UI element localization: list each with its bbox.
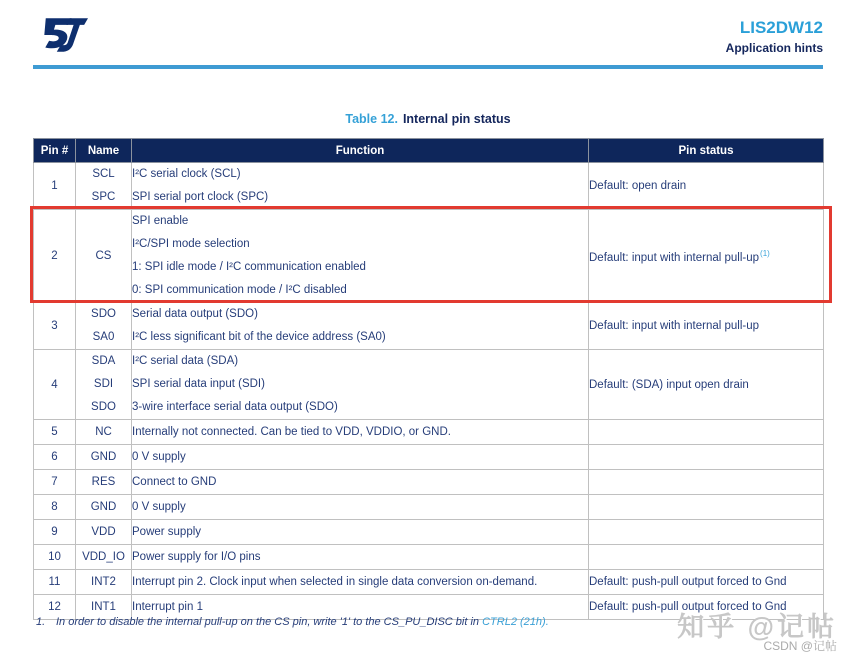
pin-function: Internally not connected. Can be tied to VDD, VDDIO, or GND. bbox=[132, 420, 589, 445]
pin-status: Default: open drain bbox=[589, 163, 824, 210]
header-divider bbox=[33, 65, 823, 69]
pin-row-5 bbox=[34, 420, 824, 445]
col-header-function: Function bbox=[132, 139, 589, 163]
pin-name: RES bbox=[76, 470, 132, 495]
pin-number: 10 bbox=[34, 545, 76, 570]
footnote-number: 1. bbox=[36, 616, 46, 628]
pin-row-10 bbox=[34, 545, 824, 570]
pin-row-8 bbox=[34, 495, 824, 520]
pin-status: Default: input with internal pull-up bbox=[589, 303, 824, 350]
pin-number: 1 bbox=[34, 163, 76, 210]
footnote bbox=[36, 616, 676, 628]
pin-number: 8 bbox=[34, 495, 76, 520]
pin-number: 3 bbox=[34, 303, 76, 350]
col-header-pin: Pin # bbox=[34, 139, 76, 163]
pin-function: SPI enable I²C/SPI mode selection 1: SPI idle mode / I²C communication enabled 0: SPI communication mode / I²C disabled bbox=[132, 210, 589, 303]
pin-function: I²C serial data (SDA) SPI serial data input (SDI) 3-wire interface serial data output (SDO) bbox=[132, 350, 589, 420]
table-title-text: Internal pin status bbox=[402, 112, 511, 126]
pin-name: SCL SPC bbox=[76, 163, 132, 210]
pin-name: VDD bbox=[76, 520, 132, 545]
pin-row-7 bbox=[34, 470, 824, 495]
table-header-row bbox=[34, 139, 824, 163]
pin-function: Serial data output (SDO) I²C less significant bit of the device address (SA0) bbox=[132, 303, 589, 350]
pin-status bbox=[589, 420, 824, 445]
pin-status bbox=[589, 470, 824, 495]
pin-number: 4 bbox=[34, 350, 76, 420]
pin-status: Default: (SDA) input open drain bbox=[589, 350, 824, 420]
pin-number: 11 bbox=[34, 570, 76, 595]
pin-status: Default: push-pull output forced to Gnd bbox=[589, 570, 824, 595]
pin-name: INT1 bbox=[76, 595, 132, 620]
pin-name: SDA SDI SDO bbox=[76, 350, 132, 420]
table-number: Table 12. bbox=[345, 112, 398, 126]
pin-function: 0 V supply bbox=[132, 445, 589, 470]
pin-name: NC bbox=[76, 420, 132, 445]
pin-row-11 bbox=[34, 570, 824, 595]
st-logo-icon bbox=[40, 12, 88, 58]
pin-number: 2 bbox=[34, 210, 76, 303]
pin-status: Default: input with internal pull-up$^{(1)}$ bbox=[589, 210, 824, 303]
pin-status bbox=[589, 445, 824, 470]
pin-row-9 bbox=[34, 520, 824, 545]
pin-name: GND bbox=[76, 495, 132, 520]
csdn-watermark: CSDN @记帖 bbox=[763, 639, 837, 653]
col-header-status: Pin status bbox=[589, 139, 824, 163]
pin-status bbox=[589, 520, 824, 545]
pin-name: CS bbox=[76, 210, 132, 303]
pin-name: VDD_IO bbox=[76, 545, 132, 570]
pin-function: Power supply for I/O pins bbox=[132, 545, 589, 570]
internal-pin-status-table bbox=[33, 138, 824, 620]
pin-function: I²C serial clock (SCL) SPI serial port clock (SPC) bbox=[132, 163, 589, 210]
pin-name: GND bbox=[76, 445, 132, 470]
table-caption bbox=[33, 112, 823, 126]
pin-row-3 bbox=[34, 303, 824, 350]
pin-function: Connect to GND bbox=[132, 470, 589, 495]
pin-function: Interrupt pin 1 bbox=[132, 595, 589, 620]
footnote-reference-link[interactable]: (1) bbox=[760, 248, 770, 258]
zhihu-watermark: 知乎 @记帖 bbox=[677, 612, 837, 642]
document-subtitle: Application hints bbox=[725, 41, 823, 55]
pin-row-4 bbox=[34, 350, 824, 420]
col-header-name: Name bbox=[76, 139, 132, 163]
pin-number: 9 bbox=[34, 520, 76, 545]
footnote-suffix: . bbox=[545, 616, 549, 628]
pin-function: Interrupt pin 2. Clock input when selected in single data conversion on-demand. bbox=[132, 570, 589, 595]
pin-name: INT2 bbox=[76, 570, 132, 595]
pin-number: 6 bbox=[34, 445, 76, 470]
pin-number: 12 bbox=[34, 595, 76, 620]
pin-number: 7 bbox=[34, 470, 76, 495]
pin-status: Default: push-pull output forced to Gnd bbox=[589, 595, 824, 620]
pin-status bbox=[589, 545, 824, 570]
pin-name: SDO SA0 bbox=[76, 303, 132, 350]
pin-row-1 bbox=[34, 163, 824, 210]
pin-function: 0 V supply bbox=[132, 495, 589, 520]
pin-row-2-highlighted bbox=[34, 210, 824, 303]
pin-status bbox=[589, 495, 824, 520]
pin-number: 5 bbox=[34, 420, 76, 445]
pin-function: Power supply bbox=[132, 520, 589, 545]
ctrl2-register-link[interactable]: CTRL2 (21h) bbox=[482, 616, 546, 628]
product-title: LIS2DW12 bbox=[739, 18, 823, 37]
pin-row-6 bbox=[34, 445, 824, 470]
footnote-text: In order to disable the internal pull-up on the CS pin, write '1' to the CS_PU_DISC bit in bbox=[56, 616, 483, 628]
